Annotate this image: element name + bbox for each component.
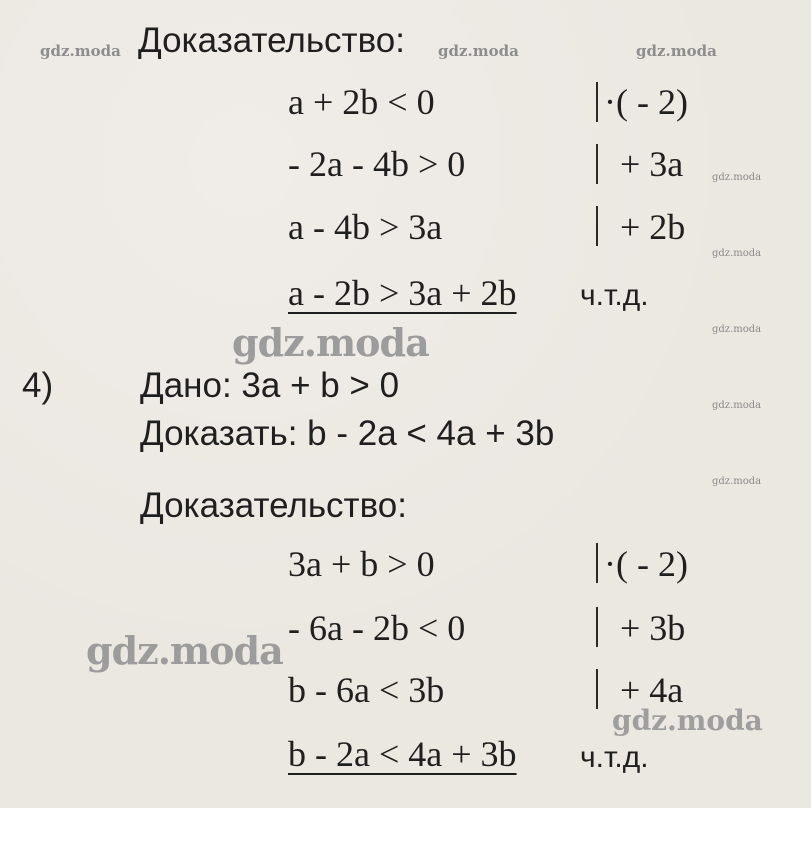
- p4-step-2-operation: + 3b: [620, 608, 686, 648]
- p4-step-1-expression: 3a + b > 0: [288, 544, 435, 584]
- step-3-operation: + 2b: [620, 207, 686, 247]
- watermark-logo: gdz.moda: [438, 42, 519, 60]
- proof-heading-top: Доказательство:: [138, 21, 405, 60]
- top-qed: ч.т.д.: [580, 279, 649, 312]
- step-2-expression: - 2a - 4b > 0: [288, 144, 466, 184]
- watermark-logo: gdz.moda: [612, 704, 763, 737]
- problem-number: 4): [22, 366, 54, 405]
- p4-step-3-divider: [596, 669, 598, 709]
- p4-qed: ч.т.д.: [580, 741, 649, 774]
- step-3-expression: a - 4b > 3a: [288, 207, 443, 247]
- watermark-logo: gdz.moda: [636, 42, 717, 60]
- step-2-operation: + 3a: [620, 144, 684, 184]
- watermark-logo: gdz.moda: [712, 476, 762, 487]
- step-1-expression: a + 2b < 0: [288, 82, 435, 122]
- watermark-logo: gdz.moda: [86, 628, 283, 673]
- top-result: a - 2b > 3a + 2b: [288, 273, 517, 313]
- p4-result: b - 2a < 4a + 3b: [288, 734, 517, 774]
- p4-step-3-expression: b - 6a < 3b: [288, 670, 445, 710]
- step-1-operation: ·( - 2): [604, 82, 688, 122]
- step-1-divider: [596, 82, 598, 122]
- watermark-logo: gdz.moda: [232, 320, 429, 365]
- p4-step-2-divider: [596, 607, 598, 647]
- step-2-divider: [596, 144, 598, 184]
- p4-step-2-expression: - 6a - 2b < 0: [288, 608, 466, 648]
- watermark-logo: gdz.moda: [712, 172, 762, 183]
- p4-step-1-divider: [596, 543, 598, 583]
- watermark-logo: gdz.moda: [712, 324, 762, 335]
- p4-step-1-operation: ·( - 2): [604, 544, 688, 584]
- step-3-divider: [596, 206, 598, 246]
- proof-heading: Доказательство:: [140, 486, 407, 525]
- watermark-logo: gdz.moda: [712, 400, 762, 411]
- p4-step-3-operation: + 4a: [620, 670, 684, 710]
- given-line: Дано: 3a + b > 0: [140, 366, 400, 405]
- watermark-logo: gdz.moda: [712, 248, 762, 259]
- prove-line: Доказать: b - 2a < 4a + 3b: [140, 414, 555, 453]
- watermark-logo: gdz.moda: [40, 42, 121, 60]
